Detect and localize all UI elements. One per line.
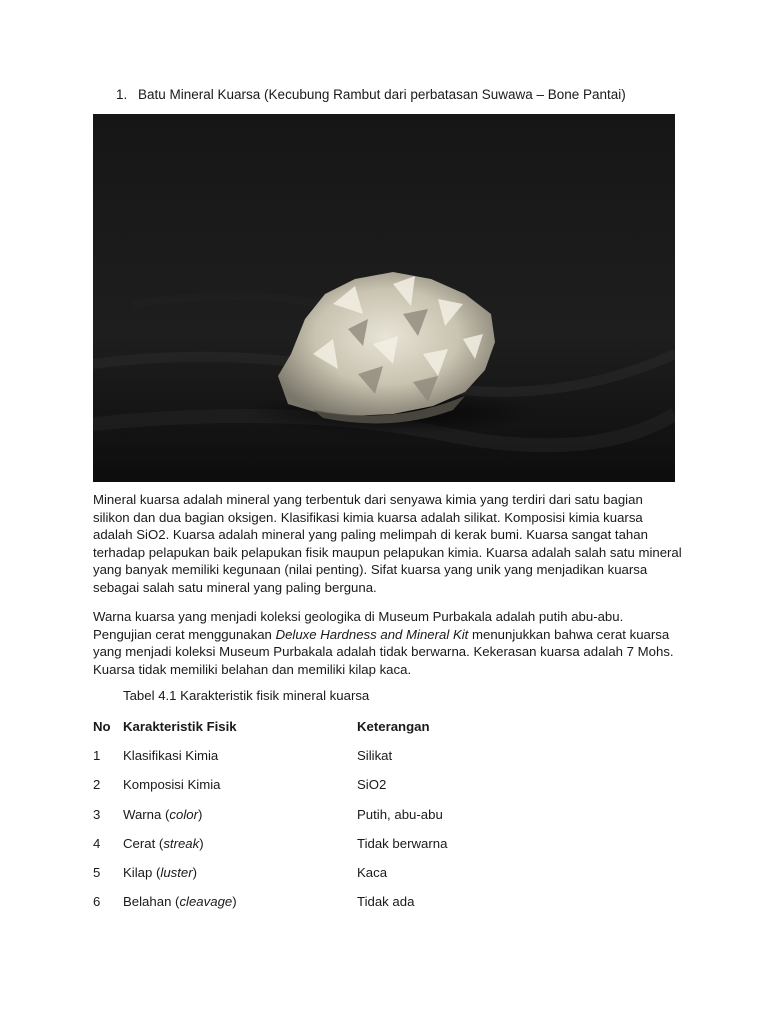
header-description: Keterangan xyxy=(357,719,430,735)
table-row xyxy=(93,741,557,770)
row-characteristic xyxy=(123,858,357,887)
row-close-paren: ) xyxy=(198,806,203,822)
row-term: luster xyxy=(160,865,193,881)
section-heading xyxy=(116,87,626,102)
row-number: 3 xyxy=(93,806,101,822)
row-term: color xyxy=(169,806,199,822)
quartz-specimen-illustration xyxy=(93,114,675,482)
row-value: Kaca xyxy=(357,865,388,881)
header-no: No xyxy=(93,719,111,735)
table-header-row xyxy=(93,712,557,741)
quartz-specimen-photo xyxy=(93,114,675,482)
row-label: Klasifikasi Kimia xyxy=(123,748,219,764)
row-value: Tidak ada xyxy=(357,894,415,910)
table-row xyxy=(93,829,557,858)
row-number: 2 xyxy=(93,777,101,793)
row-number: 4 xyxy=(93,835,101,851)
row-characteristic xyxy=(123,829,357,858)
row-label: Belahan ( xyxy=(123,894,180,910)
row-number: 1 xyxy=(93,748,101,764)
description-paragraph-2 xyxy=(93,608,683,678)
table-caption: Tabel 4.1 Karakteristik fisik mineral kuarsa xyxy=(123,688,370,703)
row-value: SiO2 xyxy=(357,777,387,793)
mineral-properties-table xyxy=(93,712,557,916)
row-number: 6 xyxy=(93,894,101,910)
row-characteristic xyxy=(123,770,357,799)
row-term: cleavage xyxy=(179,894,233,910)
header-characteristic: Karakteristik Fisik xyxy=(123,719,237,735)
row-characteristic xyxy=(123,800,357,829)
row-value: Tidak berwarna xyxy=(357,835,448,851)
row-value: Silikat xyxy=(357,748,393,764)
row-close-paren: ) xyxy=(232,894,237,910)
row-label: Warna ( xyxy=(123,806,170,822)
row-number: 5 xyxy=(93,865,101,881)
paragraph-2-part-1: Warna kuarsa yang menjadi koleksi geologika di Museum Purbakala adalah putih abu-abu. Pengujian cerat menggunakan xyxy=(93,609,624,642)
paragraph-2-part-2: menunjukkan bahwa cerat kuarsa yang menjadi koleksi Museum Purbakala adalah tidak berwarna. Kekerasan kuarsa adalah 7 Mohs. Kuarsa tidak memiliki belahan dan memiliki kilap kaca. xyxy=(93,626,674,677)
description-paragraph-1: Mineral kuarsa adalah mineral yang terbentuk dari senyawa kimia yang terdiri dari satu bagian silikon dan dua bagian oksigen. Klasifikasi kimia kuarsa adalah silikat. Komposisi kimia kuarsa adalah SiO2. Kuarsa adalah mineral yang paling melimpah di kerak bumi. Kuarsa sangat tahan terhadap pelapukan baik pelapukan fisik maupun pelapukan kimia. Kuarsa adalah salah satu mineral yang banyak memiliki kegunaan (nilai penting). Sifat kuarsa yang unik yang menjadikan kuarsa sebagai salah satu mineral yang paling berguna. xyxy=(93,492,682,595)
table-row xyxy=(93,770,557,799)
row-close-paren: ) xyxy=(199,835,204,851)
row-value: Putih, abu-abu xyxy=(357,806,443,822)
heading-text: Batu Mineral Kuarsa (Kecubung Rambut dari perbatasan Suwawa – Bone Pantai) xyxy=(138,87,626,102)
row-label: Cerat ( xyxy=(123,835,164,851)
row-close-paren: ) xyxy=(192,865,198,881)
row-label: Kilap ( xyxy=(123,865,161,881)
kit-name: Deluxe Hardness and Mineral Kit xyxy=(275,626,469,642)
heading-number: 1. xyxy=(116,87,128,102)
table-row xyxy=(93,800,557,829)
row-characteristic xyxy=(123,887,357,916)
row-label: Komposisi Kimia xyxy=(123,777,221,793)
row-characteristic xyxy=(123,741,357,770)
table-row xyxy=(93,858,557,887)
row-term: streak xyxy=(163,835,200,851)
table-row xyxy=(93,887,557,916)
